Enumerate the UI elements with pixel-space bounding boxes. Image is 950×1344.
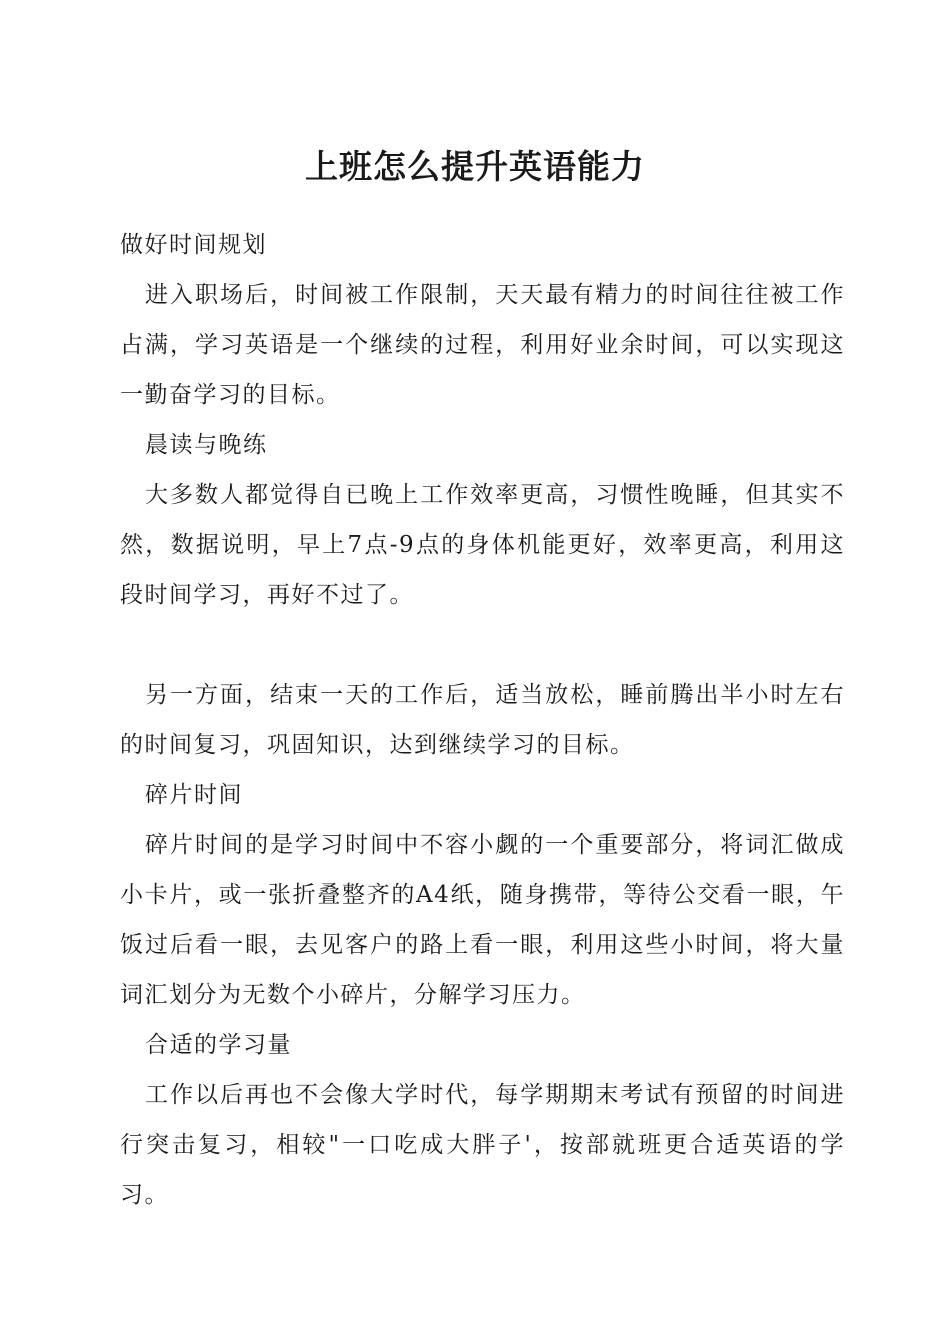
paragraph-evening-review: 另一方面，结束一天的工作后，适当放松，睡前腾出半小时左右的时间复习，巩固知识，达到继续学习的目标。 (120, 682, 845, 758)
blank-line (120, 620, 845, 670)
page-title: 上班怎么提升英语能力 (305, 147, 645, 186)
paragraph-time-planning: 进入职场后，时间被工作限制，天天最有精力的时间往往被工作占满，学习英语是一个继续的过程，利用好业余时间，可以实现这一勤奋学习的目标。 (120, 282, 845, 408)
section-heading-fragment-time: 碎片时间 (145, 782, 243, 808)
section-heading-morning-evening: 晨读与晚练 (145, 432, 268, 458)
paragraph-fragment-time: 碎片时间的是学习时间中不容小觑的一个重要部分，将词汇做成小卡片，或一张折叠整齐的A4纸，随身携带，等待公交看一眼，午饭过后看一眼，去见客户的路上看一眼，利用这些小时间，将大量词汇划分为无数个小碎片，分解学习压力。 (120, 832, 845, 1008)
paragraph-study-amount: 工作以后再也不会像大学时代，每学期期末考试有预留的时间进行突击复习，相较"一口吃成大胖子'，按部就班更合适英语的学习。 (120, 1082, 845, 1208)
section-heading-time-planning: 做好时间规划 (120, 232, 267, 258)
paragraph-morning-reading: 大多数人都觉得自已晚上工作效率更高，习惯性晚睡，但其实不然，数据说明，早上7点-9点的身体机能更好，效率更高，利用这段时间学习，再好不过了。 (120, 482, 845, 608)
section-heading-study-amount: 合适的学习量 (145, 1032, 292, 1058)
document-body (120, 220, 845, 1220)
